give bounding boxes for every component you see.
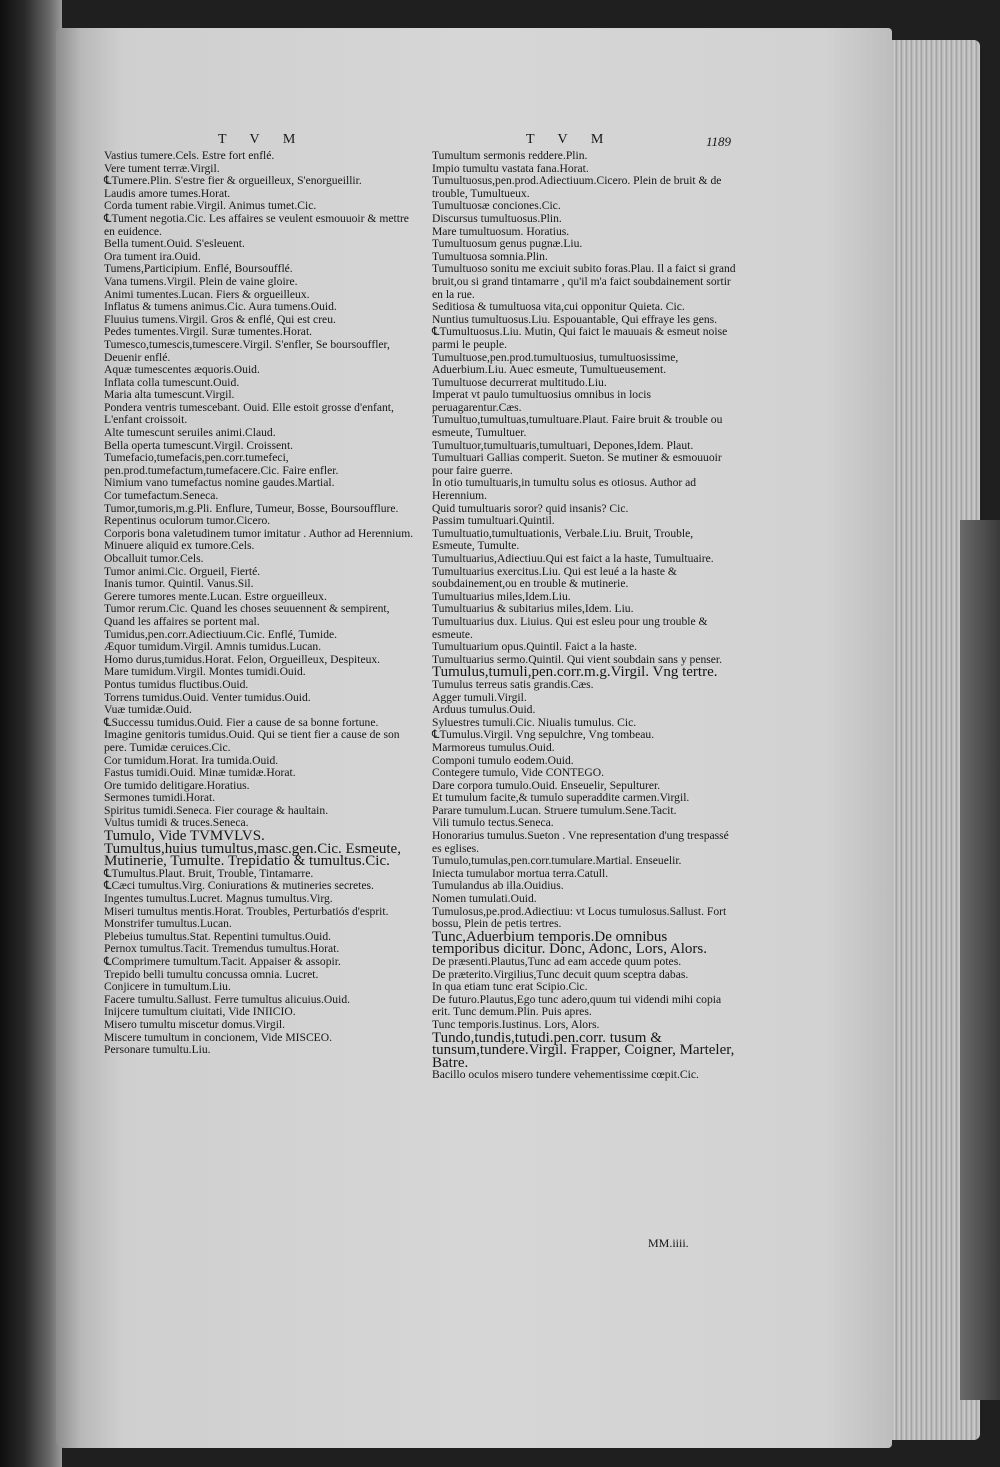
left-column-entry: Tumulo, Vide TVMVLVS.	[104, 828, 265, 845]
left-column-entry: Gerere tumores mente.Lucan. Estre orgueilleux.	[104, 589, 327, 603]
page-edge-shadow	[960, 520, 1000, 1400]
left-column-entry: ℄Tumultus.Plaut. Bruit, Trouble, Tintamarre.	[104, 866, 314, 880]
left-column-entry: Ingentes tumultus.Lucret. Magnus tumultus.Virg.	[104, 892, 333, 906]
left-column-entry: ℄Successu tumidus.Ouid. Fier a cause de sa bonne fortune.	[104, 715, 379, 729]
right-column-entry: Tumultuosum genus pugnæ.Liu.	[432, 237, 583, 251]
right-column-entry: Parare tumulum.Lucan. Struere tumulum.Sene.Tacit.	[432, 803, 677, 817]
book-gutter-shadow	[0, 0, 62, 1467]
left-column-entry: Repentinus oculorum tumor.Cicero.	[104, 514, 271, 528]
left-column-entry: Tumens,Participium. Enflé, Boursoufflé.	[104, 262, 293, 276]
left-column-entry: Tumor rerum.Cic. Quand les choses seuuennent & sempirent, Quand les affaires se portent mal.	[104, 602, 390, 628]
right-column-entry: Tumulosus,pe.prod.Adiectiuu: vt Locus tumulosus.Sallust. Fort bossu, Plein de petis tertres.	[432, 904, 727, 931]
right-column-entry: Tumultuarius,Adiectiuu.Qui est faict a la haste, Tumultuaire.	[432, 552, 714, 565]
left-column-entry: ℄Tument negotia.Cic. Les affaires se veulent esmouuoir & mettre en euidence.	[104, 211, 409, 238]
left-column-entry: Miscere tumultum in concionem, Vide MISCEO.	[104, 1030, 333, 1044]
right-column-entry: Seditiosa & tumultuosa vita,cui opponitur Quieta. Cic.	[432, 300, 685, 314]
right-column-entry: Tumultuosa somnia.Plin.	[432, 249, 548, 263]
left-column-entry: Æquor tumidum.Virgil. Amnis tumidus.Lucan.	[104, 640, 322, 654]
right-column-entry: Tumultuarius & subitarius miles,Idem. Liu.	[432, 602, 634, 616]
right-column-entry: Tunc temporis.Iustinus. Lors, Alors.	[432, 1017, 600, 1031]
left-column-entry: Aquæ tumescentes æquoris.Ouid.	[104, 363, 260, 377]
running-head-right: T V M	[526, 132, 614, 147]
left-column-entry: Tumesco,tumescis,tumescere.Virgil. S'enfler, Se boursouffler, Deuenir enflé.	[104, 337, 390, 364]
right-column-entry: Tumultuose,pen.prod.tumultuosius, tumultuosissime, Aduerbium.Liu. Auec esmeute, Tumultueusement.	[432, 350, 679, 377]
left-column-entry: Cor tumefactum.Seneca.	[104, 489, 219, 503]
right-column-entry: In otio tumultuaris,in tumultu solus es otiosus. Author ad Herennium.	[432, 476, 697, 503]
right-column-entry: Honorarius tumulus.Sueton . Vne representation d'ung trespassé es eglises.	[432, 829, 729, 855]
left-column-entry: Minuere aliquid ex tumore.Cels.	[104, 539, 255, 553]
right-column-entry: Iniecta tumulabor mortua terra.Catull.	[432, 866, 609, 880]
right-column-entry: Nomen tumulati.Ouid.	[432, 892, 537, 906]
left-column-entry: Bella tument.Ouid. S'esleuent.	[104, 237, 245, 251]
right-column-entry: In qua etiam tunc erat Scipio.Cic.	[432, 980, 588, 994]
left-column-entry: Obcalluit tumor.Cels.	[104, 552, 204, 565]
left-column-entry: Corda tument rabie.Virgil. Animus tumet.Cic.	[104, 199, 317, 213]
right-column-entry: Tumulus,tumuli,pen.corr.m.g.Virgil. Vng tertre.	[432, 664, 718, 681]
right-column-entry: Tumultuatio,tumultuationis, Verbale.Liu. Bruit, Trouble, Esmeute, Tumulte.	[432, 526, 694, 553]
right-column-entry: De præterito.Virgilius,Tunc decuit quum sceptra dabas.	[432, 967, 689, 981]
right-column-entry: Arduus tumulus.Ouid.	[432, 703, 536, 717]
right-column-entry: Impio tumultu vastata fana.Horat.	[432, 161, 589, 175]
right-column-entry: Dare corpora tumulo.Ouid. Enseuelir, Sepulturer.	[432, 778, 661, 792]
left-column-entry: Alte tumescunt seruiles animi.Claud.	[104, 426, 276, 440]
left-column-entry: Facere tumultu.Sallust. Ferre tumultus alicuius.Ouid.	[104, 992, 351, 1006]
right-column-entry: Tumultuarius miles,Idem.Liu.	[432, 589, 571, 603]
right-column-entry: Tunc,Aduerbium temporis.De omnibus temporibus dicitur. Donc, Adonc, Lors, Alors.	[432, 928, 707, 958]
left-column-entry: Laudis amore tumes.Horat.	[104, 186, 231, 200]
left-column-entry: Tumor,tumoris,m.g.Pli. Enflure, Tumeur, Bosse, Boursoufflure.	[104, 501, 399, 515]
left-column-entry: Pontus tumidus fluctibus.Ouid.	[104, 677, 249, 691]
left-column-entry: Homo durus,tumidus.Horat. Felon, Orgueilleux, Despiteux.	[104, 652, 381, 666]
right-column-entry: Tumultuor,tumultuaris,tumultuari, Depones,Idem. Plaut.	[432, 438, 694, 452]
right-column-entry: Discursus tumultuosus.Plin.	[432, 211, 562, 225]
right-column-entry: Tumulo,tumulas,pen.corr.tumulare.Martial. Enseuelir.	[432, 854, 682, 868]
left-column-entry: Sermones tumidi.Horat.	[104, 791, 216, 805]
left-column-entry: Monstrifer tumultus.Lucan.	[104, 917, 232, 931]
left-column-entry: Conjicere in tumultum.Liu.	[104, 980, 231, 994]
left-column-entry: Mare tumidum.Virgil. Montes tumidi.Ouid.	[104, 665, 306, 679]
right-column-entry: De futuro.Plautus,Ego tunc adero,quum tui videndi mihi copia erit. Tunc demum.Plin. Puis apres.	[432, 992, 722, 1019]
running-head-left: T V M	[218, 132, 306, 147]
right-column-entry: De præsenti.Plautus,Tunc ad eam accede quum potes.	[432, 955, 682, 968]
right-column-entry: Tumultuarius sermo.Quintil. Qui vient soubdain sans y penser.	[432, 652, 723, 666]
left-column-entry: Pedes tumentes.Virgil. Suræ tumentes.Horat.	[104, 325, 313, 339]
left-column-entry: Vultus tumidi & truces.Seneca.	[104, 816, 249, 830]
right-column-entry: Tumultum sermonis reddere.Plin.	[432, 149, 588, 162]
right-column-entry: ℄Tumultuosus.Liu. Mutin, Qui faict le mauuais & esmeut noise parmi le peuple.	[432, 325, 728, 351]
right-column-entry: Componi tumulo eodem.Ouid.	[432, 753, 574, 767]
left-column-entry: Misero tumultu miscetur domus.Virgil.	[104, 1017, 286, 1031]
right-column-entry: Contegere tumulo, Vide CONTEGO.	[432, 766, 605, 780]
left-column-entry: Pernox tumultus.Tacit. Tremendus tumultus.Horat.	[104, 942, 340, 956]
right-column-entry: Tumultuarius dux. Liuius. Qui est esleu pour ung trouble & esmeute.	[432, 614, 708, 641]
left-column-entry: Imagine genitoris tumidus.Ouid. Qui se tient fier a cause de son pere. Tumidæ ceruices.Cic.	[104, 728, 400, 754]
left-column-entry: Animi tumentes.Lucan. Fiers & orgueilleux.	[104, 287, 310, 301]
left-column-entry: Corporis bona valetudinem tumor imitatur . Author ad Herennium.	[104, 526, 414, 540]
left-column	[104, 150, 414, 1057]
left-column-entry: Tumultus,huius tumultus,masc.gen.Cic. Esmeute, Mutinerie, Tumulte. Trepidatio & tumultus.Cic.	[104, 840, 401, 870]
left-column-entry: Inflatus & tumens animus.Cic. Aura tumens.Ouid.	[104, 300, 337, 314]
left-column-entry: Tumidus,pen.corr.Adiectiuum.Cic. Enflé, Tumide.	[104, 627, 338, 641]
left-column-entry: Vastius tumere.Cels. Estre fort enflé.	[104, 149, 275, 162]
right-column-entry: Quid tumultuaris soror? quid insanis? Cic.	[432, 501, 629, 515]
left-column-entry: Vuæ tumidæ.Ouid.	[104, 703, 192, 717]
left-column-entry: Spiritus tumidi.Seneca. Fier courage & haultain.	[104, 803, 329, 817]
left-column-entry: Inijcere tumultum ciuitati, Vide INIICIO.	[104, 1005, 296, 1019]
right-column-entry: Mare tumultuosum. Horatius.	[432, 224, 570, 238]
right-column-entry: Tumultuarius exercitus.Liu. Qui est leué a la haste & soubdainement,ou en trouble & mutinerie.	[432, 564, 677, 591]
right-column-entry: Tumultuari Gallias comperit. Sueton. Se mutiner & esmouuoir pour faire guerre.	[432, 451, 722, 477]
left-column-entry: Cor tumidum.Horat. Ira tumida.Ouid.	[104, 753, 279, 767]
signature-mark: MM.iiii.	[648, 1236, 689, 1250]
right-column-entry: Marmoreus tumulus.Ouid.	[432, 740, 555, 754]
right-column-entry: Passim tumultuari.Quintil.	[432, 514, 555, 528]
left-column-entry: Nimium vano tumefactus nomine gaudes.Martial.	[104, 476, 335, 490]
left-column-entry: Plebeius tumultus.Stat. Repentini tumultus.Ouid.	[104, 929, 332, 943]
right-column-entry: Tumultuarium opus.Quintil. Faict a la haste.	[432, 640, 638, 654]
left-column-entry: Tumefacio,tumefacis,pen.corr.tumefeci, pen.prod.tumefactum,tumefacere.Cic. Faire enfler.	[104, 451, 339, 477]
left-column-entry: Vana tumens.Virgil. Plein de vaine gloire.	[104, 274, 298, 288]
left-column-entry: Bella operta tumescunt.Virgil. Croissent.	[104, 438, 294, 452]
left-column-entry: Fluuius tumens.Virgil. Gros & enflé, Qui est creu.	[104, 312, 336, 326]
right-column-entry: Tundo,tundis,tutudi.pen.corr. tusum & tunsum,tundere.Virgil. Frapper, Coigner, Marteler, Batre.	[432, 1029, 735, 1071]
right-column-entry: Tumulandus ab illa.Ouidius.	[432, 879, 564, 893]
right-column-entry: Agger tumuli.Virgil.	[432, 690, 527, 704]
left-column-entry: Vere tument terræ.Virgil.	[104, 161, 220, 175]
right-column-entry: Tumultuoso sonitu me exciuit subito foras.Plau. Il a faict si grand bruit,ou si grand tintamarre , qu'il m'a faict soubdainement sortir en la rue.	[432, 262, 736, 301]
right-column-entry: Syluestres tumuli.Cic. Niualis tumulus. Cic.	[432, 715, 637, 729]
left-column-entry: Torrens tumidus.Ouid. Venter tumidus.Ouid.	[104, 690, 311, 704]
left-column-entry: Fastus tumidi.Ouid. Minæ tumidæ.Horat.	[104, 766, 296, 780]
left-column-entry: ℄Comprimere tumultum.Tacit. Appaiser & assopir.	[104, 955, 341, 968]
right-column	[432, 150, 738, 1082]
left-column-entry: Maria alta tumescunt.Virgil.	[104, 388, 235, 402]
left-column-entry: Tumor animi.Cic. Orgueil, Fierté.	[104, 564, 261, 578]
right-column-entry: Tumultuosus,pen.prod.Adiectiuum.Cicero. Plein de bruit & de trouble, Tumultueux.	[432, 174, 722, 200]
left-column-entry: Personare tumultu.Liu.	[104, 1043, 211, 1057]
left-column-entry: ℄Cæci tumultus.Virg. Coniurations & mutineries secretes.	[104, 879, 374, 893]
right-column-entry: Tumultuo,tumultuas,tumultuare.Plaut. Faire bruit & trouble ou esmeute, Tumultuer.	[432, 413, 723, 440]
left-column-entry: ℄Tumere.Plin. S'estre fier & orgueilleux, S'enorgueillir.	[104, 174, 362, 188]
right-column-entry: Imperat vt paulo tumultuosius omnibus in locis peruagarentur.Cæs.	[432, 388, 651, 414]
right-column-entry: Vili tumulo tectus.Seneca.	[432, 816, 554, 830]
right-column-entry: Tumultuosæ conciones.Cic.	[432, 199, 561, 213]
right-column-entry: Bacillo oculos misero tundere vehementissime cœpit.Cic.	[432, 1068, 699, 1082]
right-column-entry: Tumulus terreus satis grandis.Cæs.	[432, 677, 594, 691]
folio-number: 1189	[706, 134, 732, 149]
right-column-entry: Tumultuose decurrerat multitudo.Liu.	[432, 375, 607, 389]
right-column-entry: Nuntius tumultuosus.Liu. Espouantable, Qui effraye les gens.	[432, 312, 718, 326]
left-column-entry: Miseri tumultus mentis.Horat. Troubles, Perturbatiós d'esprit.	[104, 904, 389, 918]
left-column-entry: Pondera ventris tumescebant. Ouid. Elle estoit grosse d'enfant, L'enfant croissoit.	[104, 400, 394, 427]
left-column-entry: Inflata colla tumescunt.Ouid.	[104, 375, 240, 389]
left-column-entry: Inanis tumor. Quintil. Vanus.Sil.	[104, 577, 254, 591]
right-column-entry: Et tumulum facite,& tumulo superaddite carmen.Virgil.	[432, 791, 690, 805]
left-column-entry: Ore tumido delitigare.Horatius.	[104, 778, 250, 792]
right-column-entry: ℄Tumulus.Virgil. Vng sepulchre, Vng tombeau.	[432, 728, 655, 742]
left-column-entry: Trepido belli tumultu concussa omnia. Lucret.	[104, 967, 319, 981]
left-column-entry: Ora tument ira.Ouid.	[104, 249, 201, 263]
